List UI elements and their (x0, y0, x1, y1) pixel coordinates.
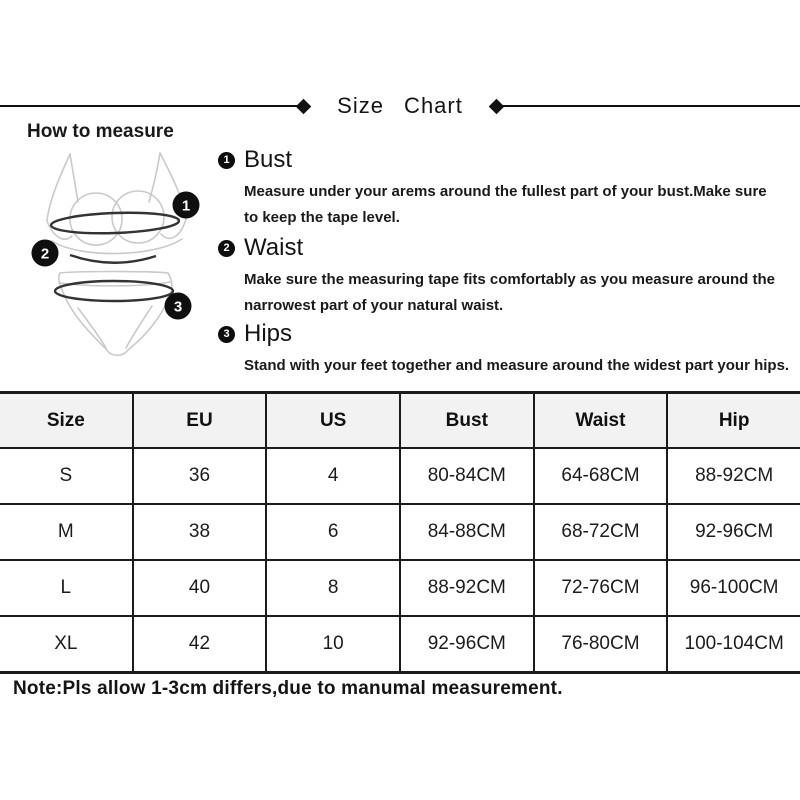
table-cell: 40 (133, 560, 267, 616)
table-cell: 64-68CM (534, 448, 668, 504)
description-line: to keep the tape level. (244, 209, 400, 226)
header-cell-size: Size (0, 393, 133, 449)
measurement-illustration (15, 136, 225, 371)
header-cell-eu: EU (133, 393, 267, 449)
table-cell: 100-104CM (667, 616, 800, 673)
table-cell: 92-96CM (400, 616, 534, 673)
section-bust-description (244, 179, 793, 231)
table-cell: L (0, 560, 133, 616)
measurement-note: Note:Pls allow 1-3cm differs,due to manumal measurement. (13, 678, 563, 699)
description-line: Stand with your feet together and measure around the widest part your hips. (244, 357, 790, 374)
header-cell-hip: Hip (667, 393, 800, 449)
badge-2-icon: 2 (218, 240, 235, 257)
figure-badge-bust (173, 192, 200, 219)
header-cell-waist: Waist (534, 393, 668, 449)
table-row (0, 560, 800, 616)
header-cell-bust: Bust (400, 393, 534, 449)
waist-tape-line (70, 255, 156, 263)
table-cell: XL (0, 616, 133, 673)
table-row (0, 616, 800, 673)
description-line: Make sure the measuring tape fits comfortably as you measure around the (244, 271, 775, 288)
table-cell: 72-76CM (534, 560, 668, 616)
table-row (0, 448, 800, 504)
svg-text:3: 3 (173, 298, 183, 316)
table-cell: 80-84CM (400, 448, 534, 504)
table-cell: 88-92CM (667, 448, 800, 504)
table-cell: 42 (133, 616, 267, 673)
section-hips-description (244, 353, 793, 379)
table-cell: 4 (266, 448, 400, 504)
table-cell: 84-88CM (400, 504, 534, 560)
svg-text:2: 2 (40, 245, 50, 263)
title-bar (0, 92, 800, 120)
description-line: narrowest part of your natural waist. (244, 297, 504, 314)
table-cell: 6 (266, 504, 400, 560)
badge-3-icon: 3 (218, 326, 235, 343)
table-cell: 36 (133, 448, 267, 504)
page-title: Size Chart (337, 93, 463, 118)
table-row (0, 504, 800, 560)
table-cell: 92-96CM (667, 504, 800, 560)
badge-1-icon: 1 (218, 152, 235, 169)
table-header-row (0, 393, 800, 449)
section-hips (218, 320, 793, 379)
figure-badge-hips (165, 293, 192, 320)
hip-tape-line (55, 281, 173, 301)
table-cell: 76-80CM (534, 616, 668, 673)
description-line: Measure under your arems around the fullest part of your bust.Make sure (244, 183, 767, 200)
title-rule-left (0, 105, 298, 107)
table-cell: 68-72CM (534, 504, 668, 560)
diamond-icon (489, 98, 505, 114)
section-bust (218, 146, 793, 231)
svg-text:1: 1 (181, 197, 191, 215)
figure-badge-waist (32, 240, 59, 267)
header-cell-us: US (266, 393, 400, 449)
table-cell: S (0, 448, 133, 504)
how-to-measure-heading: How to measure (27, 121, 174, 142)
table-cell: 38 (133, 504, 267, 560)
section-bust-title: Bust (244, 146, 293, 173)
section-waist (218, 234, 793, 319)
title-rule-right (502, 105, 800, 107)
section-waist-description (244, 267, 793, 319)
size-table (0, 391, 800, 674)
section-hips-title: Hips (244, 320, 293, 347)
table-cell: 88-92CM (400, 560, 534, 616)
table-cell: 8 (266, 560, 400, 616)
section-waist-title: Waist (244, 234, 304, 261)
table-cell: M (0, 504, 133, 560)
table-cell: 96-100CM (667, 560, 800, 616)
table-cell: 10 (266, 616, 400, 673)
